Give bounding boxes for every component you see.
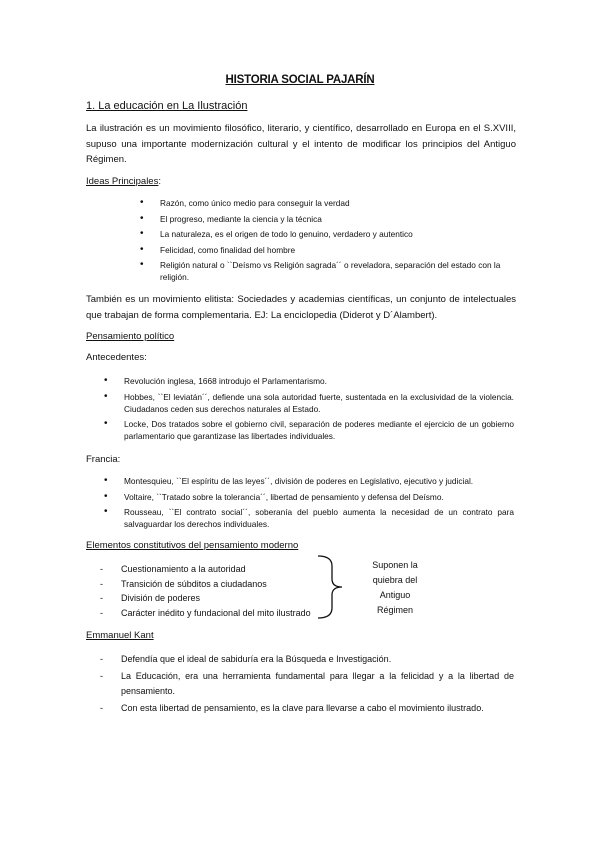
political-heading: Pensamiento político [86, 331, 175, 342]
list-item: - Transición de súbditos a ciudadanos [100, 577, 350, 592]
list-item: • Hobbes, ``El leviatán´´, defiende una sola autoridad fuerte, sustentada en la exclusividad de la violencia. Ciudadanos ceden sus derechos naturales al Estado. [104, 391, 514, 415]
list-item: • Felicidad, como finalidad del hombre [140, 244, 520, 256]
list-item: - División de poderes [100, 591, 350, 606]
ideas-label-colon: : [158, 176, 161, 187]
list-item: • El progreso, mediante la ciencia y la técnica [140, 213, 520, 225]
list-item: - Con esta libertad de pensamiento, es la clave para llevarse a cabo el movimiento ilustrado. [100, 701, 514, 715]
antecedentes-list [104, 375, 514, 446]
list-item: • Locke, Dos tratados sobre el gobierno civil, separación de poderes mediante el ejercicio de un gobierno parlamentario que garantizase las libertades individuales. [104, 418, 514, 442]
elements-heading: Elementos constitutivos del pensamiento moderno [86, 540, 299, 551]
francia-label: Francia: [86, 454, 121, 465]
ideas-label [86, 176, 161, 187]
brace-note: Suponen la quiebra del Antiguo Régimen [372, 560, 418, 615]
elitist-paragraph: También es un movimiento elitista: Sociedades y academias científicas, un conjunto de intelectuales que trabajan de forma complementaria. EJ: La enciclopedia (Diderot y D´Alambert). [86, 294, 516, 321]
page-title: HISTORIA SOCIAL PAJARÍN [225, 74, 375, 86]
section-heading-education: 1. La educación en La Ilustración [86, 100, 248, 112]
list-item: - La Educación, era una herramienta fundamental para llegar a la felicidad y a la libertad de pensamiento. [100, 669, 514, 698]
list-item: • Montesquieu, ``El espíritu de las leyes´´, división de poderes en Legislativo, ejecutivo y judicial. [104, 475, 514, 487]
francia-list [104, 475, 514, 534]
antecedentes-label: Antecedentes: [86, 352, 147, 363]
list-item: • Rousseau, ``El contrato social´´, soberanía del pueblo aumenta la necesidad de un contrato para salvaguardar los derechos individuales. [104, 506, 514, 530]
curly-brace-icon [312, 554, 352, 620]
intro-paragraph: La ilustración es un movimiento filosófico, literario, y científico, desarrollado en Europa en el S.XVIII, supuso una importante modernización cultural y el intento de modificar los principios del Antiguo Régimen. [86, 123, 516, 165]
list-item: • La naturaleza, es el origen de todo lo genuino, verdadero y autentico [140, 228, 520, 240]
list-item: • Revolución inglesa, 1668 introdujo el Parlamentarismo. [104, 375, 514, 387]
list-item: - Cuestionamiento a la autoridad [100, 562, 350, 577]
list-item: • Razón, como único medio para conseguir la verdad [140, 197, 520, 209]
kant-heading: Emmanuel Kant [86, 630, 154, 641]
list-item: • Voltaire, ``Tratado sobre la tolerancia´´, libertad de pensamiento y defensa del Deísmo. [104, 491, 514, 503]
ideas-list [140, 197, 520, 287]
ideas-label-text: Ideas Principales [86, 176, 159, 187]
kant-list [100, 652, 514, 719]
list-item: - Carácter inédito y fundacional del mito ilustrado [100, 606, 350, 621]
list-item: - Defendía que el ideal de sabiduría era la Búsqueda e Investigación. [100, 652, 514, 666]
list-item: • Religión natural o ``Deísmo vs Religión sagrada´´ o reveladora, separación del estado con la religión. [140, 259, 520, 283]
